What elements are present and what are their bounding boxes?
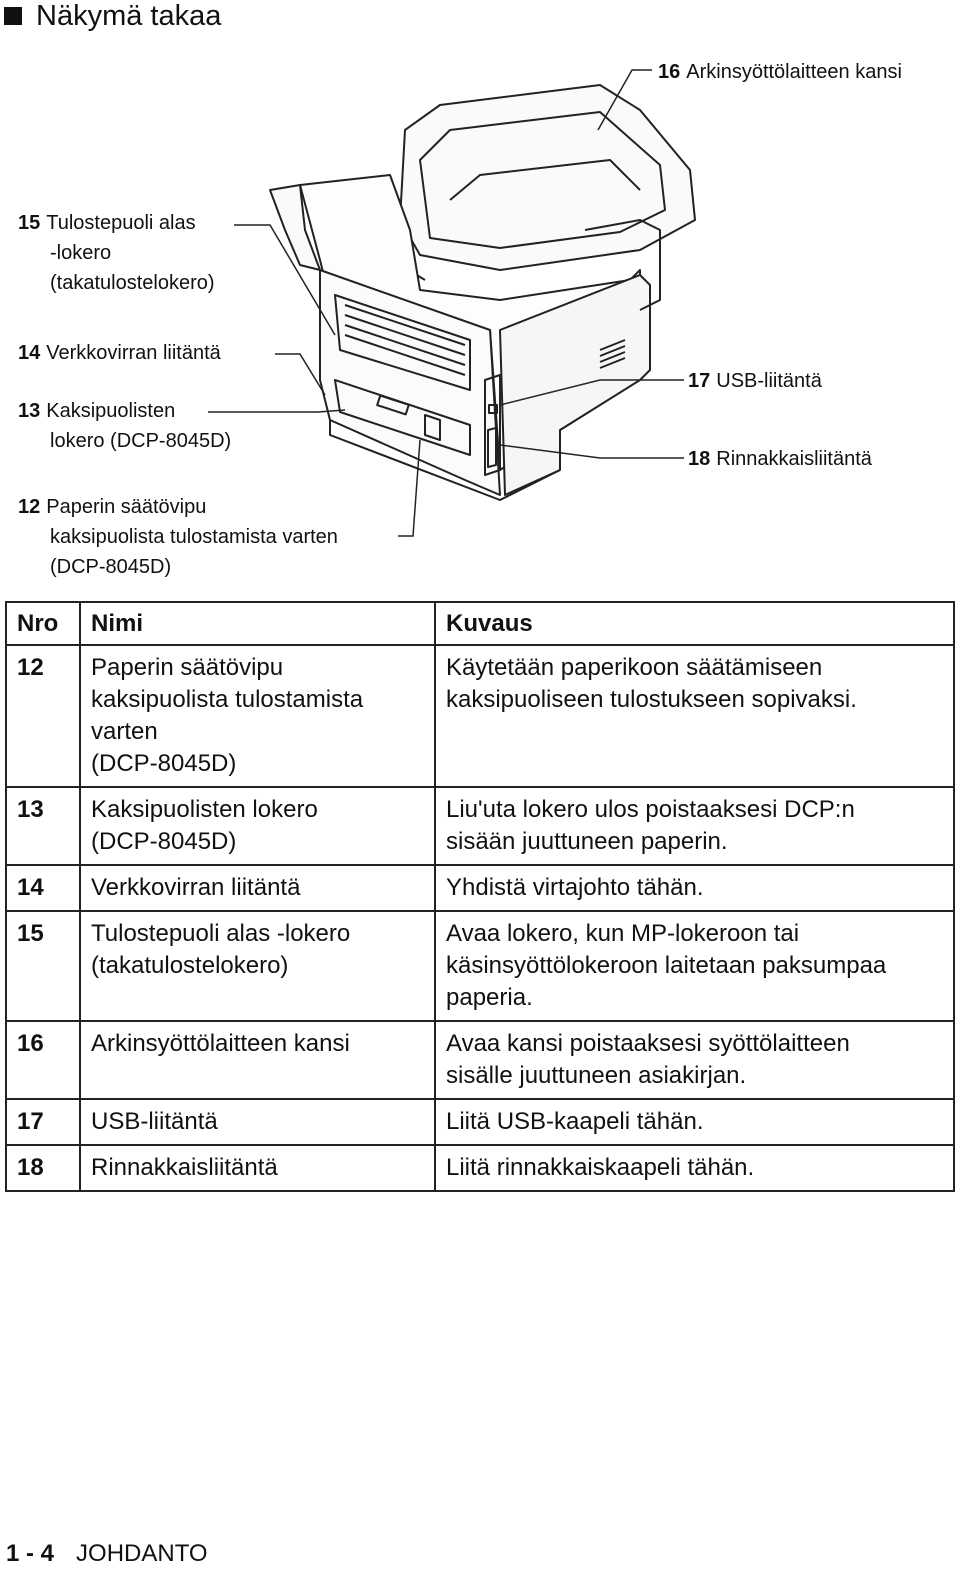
cell-nro: 12 bbox=[6, 645, 80, 787]
cell-nimi: Tulostepuoli alas -lokero (takatulostelokero) bbox=[80, 911, 435, 1021]
table-row bbox=[6, 911, 954, 1021]
cell-kuvaus: Avaa kansi poistaaksesi syöttölaitteen sisälle juuttuneen asiakirjan. bbox=[435, 1021, 954, 1099]
cell-nimi: Paperin säätövipu kaksipuolista tulostamista varten (DCP-8045D) bbox=[80, 645, 435, 787]
cell-nro: 15 bbox=[6, 911, 80, 1021]
callout-14: 14 Verkkovirran liitäntä bbox=[18, 342, 221, 364]
callout-15: 15 Tulostepuoli alas -lokero (takatulostelokero) bbox=[18, 212, 215, 294]
section-name: JOHDANTO bbox=[76, 1540, 208, 1567]
callout-16: 16 Arkinsyöttölaitteen kansi bbox=[658, 61, 902, 83]
cell-nimi: Rinnakkaisliitäntä bbox=[80, 1145, 435, 1191]
cell-kuvaus: Avaa lokero, kun MP-lokeroon tai käsinsyöttölokeroon laitetaan paksumpaa paperia. bbox=[435, 911, 954, 1021]
cell-kuvaus: Yhdistä virtajohto tähän. bbox=[435, 865, 954, 911]
cell-nro: 13 bbox=[6, 787, 80, 865]
cell-nro: 18 bbox=[6, 1145, 80, 1191]
section-title: Näkymä takaa bbox=[36, 0, 222, 32]
cell-kuvaus: Käytetään paperikoon säätämiseen kaksipuoliseen tulostukseen sopivaksi. bbox=[435, 645, 954, 787]
cell-nro: 14 bbox=[6, 865, 80, 911]
bullet-square-icon bbox=[4, 7, 22, 25]
page-number: 1 - 4 bbox=[6, 1540, 55, 1567]
cell-kuvaus: Liitä rinnakkaiskaapeli tähän. bbox=[435, 1145, 954, 1191]
table-row bbox=[6, 1099, 954, 1145]
callout-13: 13 Kaksipuolisten lokero (DCP-8045D) bbox=[18, 400, 232, 452]
table-row bbox=[6, 645, 954, 787]
page-footer bbox=[6, 1540, 208, 1568]
table-row bbox=[6, 787, 954, 865]
cell-nro: 16 bbox=[6, 1021, 80, 1099]
cell-nimi: Arkinsyöttölaitteen kansi bbox=[80, 1021, 435, 1099]
rear-view-figure bbox=[0, 40, 960, 600]
section-heading bbox=[4, 0, 221, 32]
callout-17: 17 USB-liitäntä bbox=[688, 370, 822, 392]
table-row bbox=[6, 865, 954, 911]
table-row bbox=[6, 1021, 954, 1099]
cell-nimi: Verkkovirran liitäntä bbox=[80, 865, 435, 911]
header-nimi: Nimi bbox=[80, 602, 435, 645]
cell-nimi: USB-liitäntä bbox=[80, 1099, 435, 1145]
header-kuvaus: Kuvaus bbox=[435, 602, 954, 645]
cell-kuvaus: Liitä USB-kaapeli tähän. bbox=[435, 1099, 954, 1145]
table-row bbox=[6, 1145, 954, 1191]
parts-table bbox=[5, 601, 955, 1192]
header-nro: Nro bbox=[6, 602, 80, 645]
table-header-row bbox=[6, 602, 954, 645]
callout-12: 12 Paperin säätövipu kaksipuolista tulostamista varten (DCP-8045D) bbox=[18, 496, 338, 578]
callout-18: 18 Rinnakkaisliitäntä bbox=[688, 448, 872, 470]
cell-nro: 17 bbox=[6, 1099, 80, 1145]
cell-kuvaus: Liu'uta lokero ulos poistaaksesi DCP:n sisään juuttuneen paperin. bbox=[435, 787, 954, 865]
cell-nimi: Kaksipuolisten lokero (DCP-8045D) bbox=[80, 787, 435, 865]
